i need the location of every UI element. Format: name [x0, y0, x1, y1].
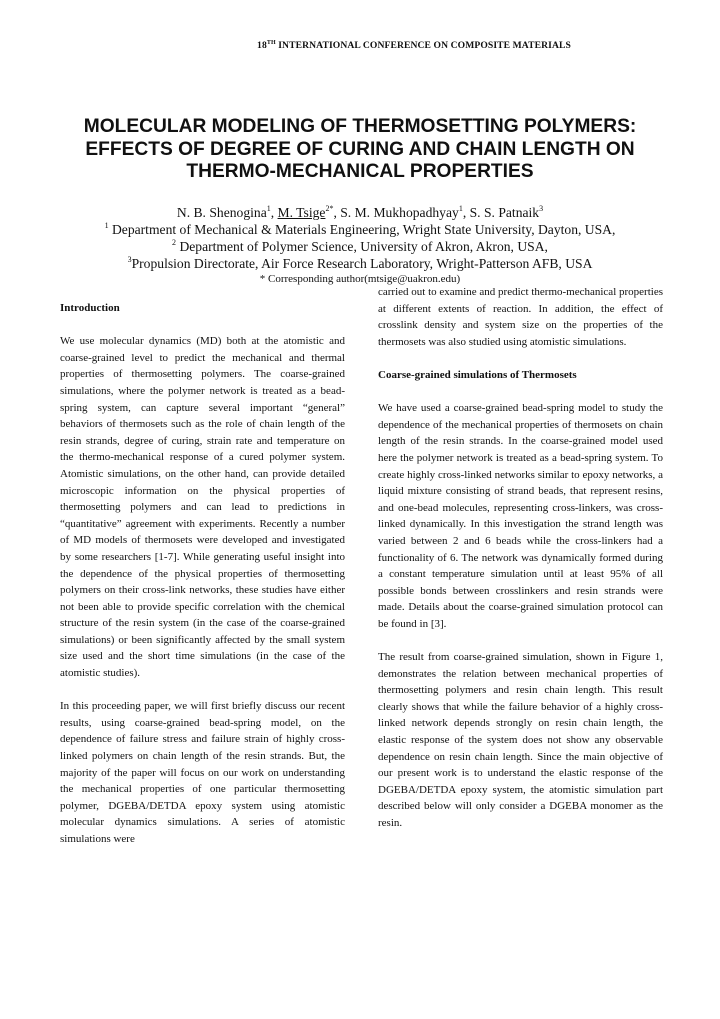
author-affiliation-mark: 3 — [539, 204, 544, 213]
right-column — [378, 284, 663, 832]
author-name: S. M. Mukhopadhyay — [340, 205, 459, 220]
author-affiliation-mark: 2* — [325, 204, 334, 213]
author-affiliation-mark: 1 — [266, 204, 271, 213]
paragraph: carried out to examine and predict thermo-mechanical properties at different extents of reaction. In addition, the effect of crosslink density and system size on the properties of the thermosets was also studied using atomistic simulations. — [378, 286, 663, 348]
paragraph: In this proceeding paper, we will first briefly discuss our recent results, using coarse-grained bead-spring model, on the dependence of failure stress and failure strain of highly cross-linked polymers on chain length of the resin strands. But, the majority of the paper will focus on our work on understanding the mechanical properties of one particular thermosetting polymer, DGEBA/DETDA epoxy system using atomistic molecular dynamics simulations. A series of atomistic simulations were — [60, 700, 345, 845]
affiliation-text: Department of Polymer Science, University of Akron, Akron, USA, — [176, 239, 548, 254]
paragraph-gap — [378, 632, 663, 649]
author-affiliation-mark: 1 — [458, 204, 463, 213]
corresponding-author-note: * Corresponding author(mtsige@uakron.edu) — [259, 273, 461, 285]
running-head — [0, 40, 720, 51]
author-separator: , — [462, 205, 470, 220]
affiliation-3 — [0, 256, 720, 272]
paragraph: The result from coarse-grained simulation, shown in Figure 1, demonstrates the relation between mechanical properties of thermosetting polymers and resin chain length. This result clearly shows that while the failure behavior of a highly cross-linked network depends strongly on resin chain length, the elastic response of the system does not show any observable dependence on resin chain length. Since the main objective of our present work is to understand the elastic response of the DGEBA/DETDA epoxy system, the atomistic simulation part described below will only consider a DGEBA monomer as the resin. — [378, 651, 663, 829]
title-line-3: THERMO-MECHANICAL PROPERTIES — [186, 161, 534, 183]
author-name: N. B. Shenogina — [176, 205, 267, 220]
running-head-text: INTERNATIONAL CONFERENCE ON COMPOSITE MATERIALS — [275, 40, 571, 51]
affiliation-mark: 1 — [104, 221, 109, 230]
corresponding-author-name: M. Tsige — [277, 205, 326, 220]
title-line-2: EFFECTS OF DEGREE OF CURING AND CHAIN LENGTH ON — [85, 138, 635, 160]
author-separator: , — [270, 205, 278, 220]
affiliation-mark: 2 — [172, 238, 177, 247]
affiliation-mark: 3 — [127, 255, 132, 264]
author-name: S. S. Patnaik — [469, 205, 540, 220]
affiliation-1 — [0, 222, 720, 238]
author-list — [0, 204, 720, 221]
author-separator: , — [333, 205, 341, 220]
paragraph: We use molecular dynamics (MD) both at the atomistic and coarse-grained level to predict the mechanical and thermal properties of thermosetting polymers. The coarse-grained simulations, where the polymer network is treated as a bead-spring system, can capture several important “general” behaviors of thermosets such as the role of chain length of the resin strands, degree of curing, strain rate and temperature on the thermo-mechanical response of a cured polymer system. Atomistic simulations, on the other hand, can provide detailed microscopic information on the physical properties of thermosetting polymers and can lead to predictions in “quantitative” agreement with experiments. Recently a number of MD models of thermosets were developed and investigated by some researchers [1-7]. While generating useful insight into the dependence of the physical properties of thermosetting polymers on their cross-link networks, these studies have either not been able to provide specific correlation with the chemical structure of the resin system (in the case of the coarse-grained simulations) or been significantly affected by the small system size used and the short time simulations (in the case of the atomistic studies). — [60, 335, 345, 680]
paragraph-gap — [378, 350, 663, 367]
affiliation-text: Propulsion Directorate, Air Force Research Laboratory, Wright-Patterson AFB, USA — [131, 256, 593, 271]
running-head-superscript: TH — [266, 40, 276, 46]
paper-title — [60, 116, 660, 184]
affiliation-2 — [0, 239, 720, 255]
running-head-number: 18 — [257, 40, 267, 51]
title-line-1: MOLECULAR MODELING OF THERMOSETTING POLYMERS: — [83, 116, 637, 137]
left-column — [60, 300, 345, 848]
paragraph: We have used a coarse-grained bead-spring model to study the dependence of the mechanical properties of thermosets on chain length of the resin strands. In the coarse-grained model used here the polymer network is treated as a bead-spring system. To create highly cross-linked networks similar to epoxy networks, a liquid mixture consisting of strand beads, that represent resins, and one-bead molecules, representing cross-linkers, was cross-linked dynamically. In this investigation the strand length was varied between 2 and 6 beads while the cross-linkers had a functionality of 6. The network was dynamically formed during a constant temperature simulation until at least 95% of all possible bonds between crosslinkers and resin strands were made. Details about the coarse-grained simulation protocol can be found in [3]. — [378, 402, 663, 630]
paragraph-gap — [60, 317, 345, 334]
section-heading-introduction: Introduction — [60, 302, 120, 314]
paragraph-gap — [378, 384, 663, 401]
section-heading-coarse-grained: Coarse-grained simulations of Thermosets — [378, 368, 577, 381]
paragraph-gap — [60, 682, 345, 699]
affiliation-text: Department of Mechanical & Materials Engineering, Wright State University, Dayton, USA, — [108, 222, 616, 237]
